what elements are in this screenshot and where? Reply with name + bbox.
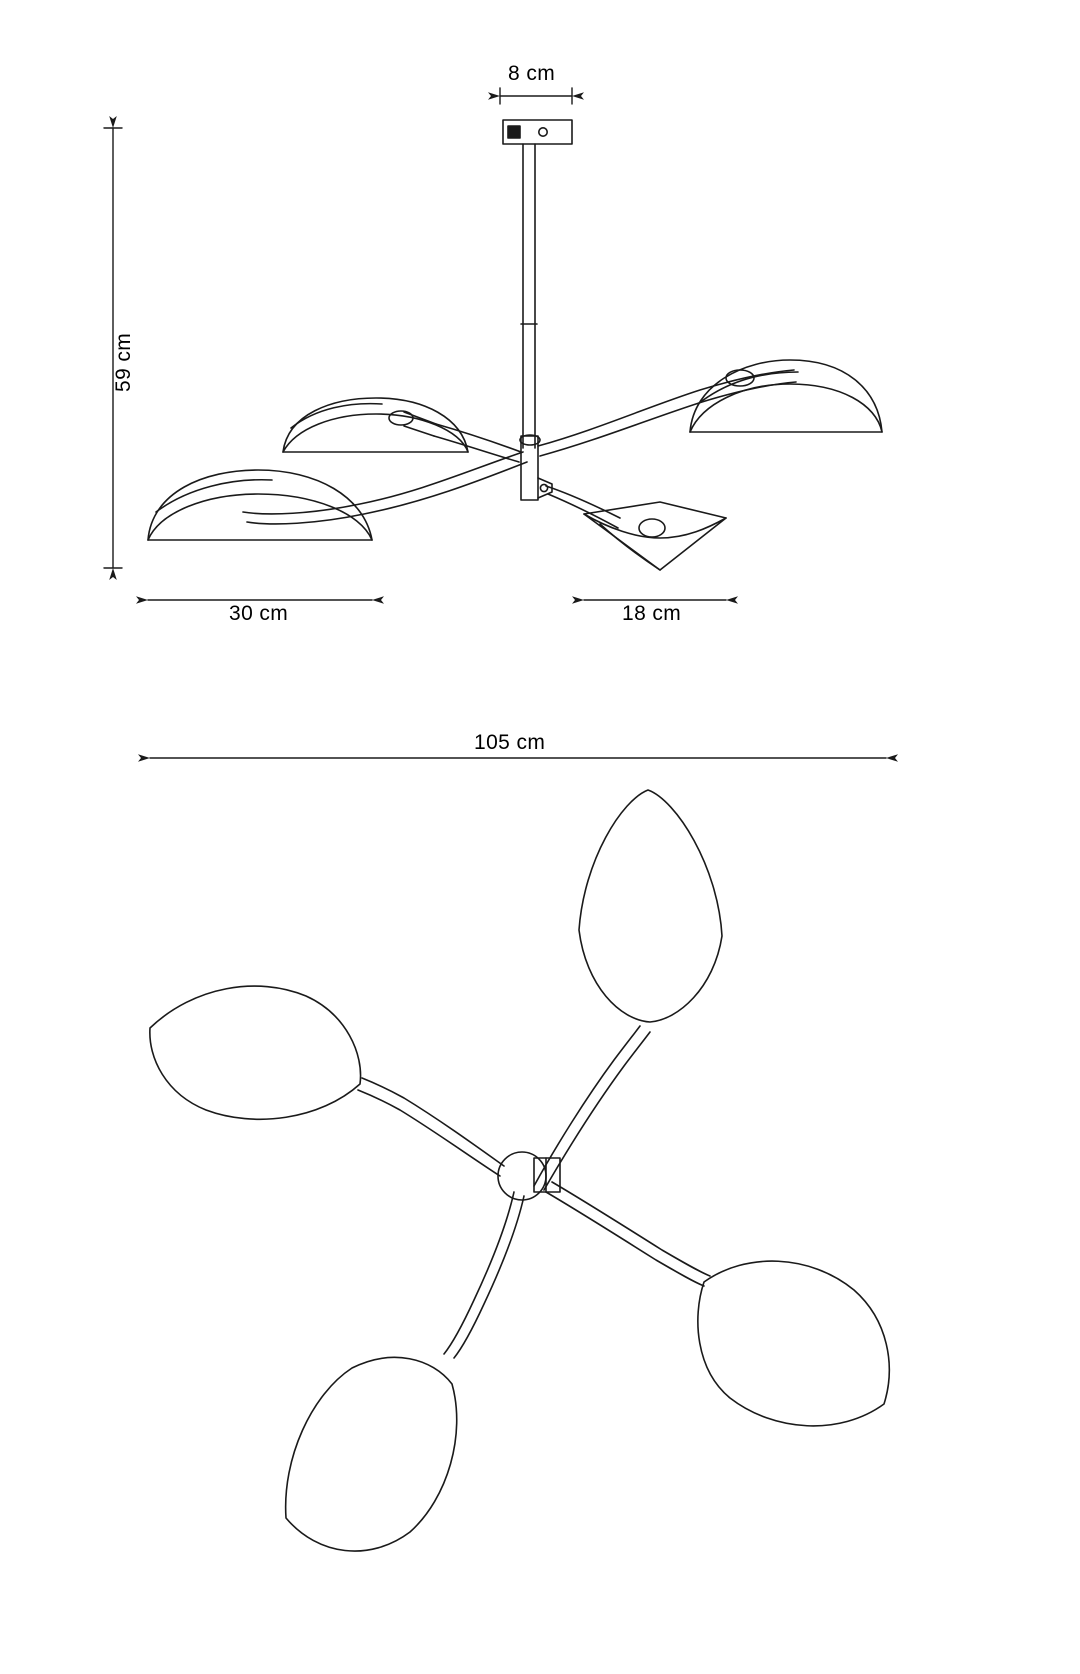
dimension-label-canopy-width: 8 cm (508, 62, 556, 85)
plan-arm-left (358, 1078, 504, 1176)
plan-shade-left (150, 986, 361, 1119)
dimension-label-height: 59 cm (112, 332, 135, 392)
plan-shade-bottom-left (286, 1357, 457, 1551)
plan-arm-bottom-left (444, 1192, 524, 1358)
elevation-dimension-lines (104, 88, 726, 600)
arm-right-outer (538, 370, 796, 456)
drop-rod (521, 144, 537, 448)
front-elevation-view (148, 120, 882, 570)
canopy (503, 120, 572, 144)
top-plan-view (150, 790, 889, 1551)
shade-right-inner (584, 502, 726, 570)
plan-shade-top (579, 790, 722, 1022)
arm-right-inner (546, 486, 620, 528)
plan-arm-bottom-right (546, 1182, 710, 1286)
plan-arm-top (534, 1026, 650, 1190)
plan-shade-bottom-right (698, 1261, 889, 1426)
central-hub (520, 435, 552, 500)
arm-left-outer (243, 452, 527, 524)
plan-central-hub (498, 1152, 560, 1200)
dimension-label-shade-small: 18 cm (622, 602, 682, 625)
dimension-label-shade-large: 30 cm (229, 602, 289, 625)
dimension-label-total-width: 105 cm (474, 731, 546, 754)
shade-left-outer (148, 470, 372, 540)
